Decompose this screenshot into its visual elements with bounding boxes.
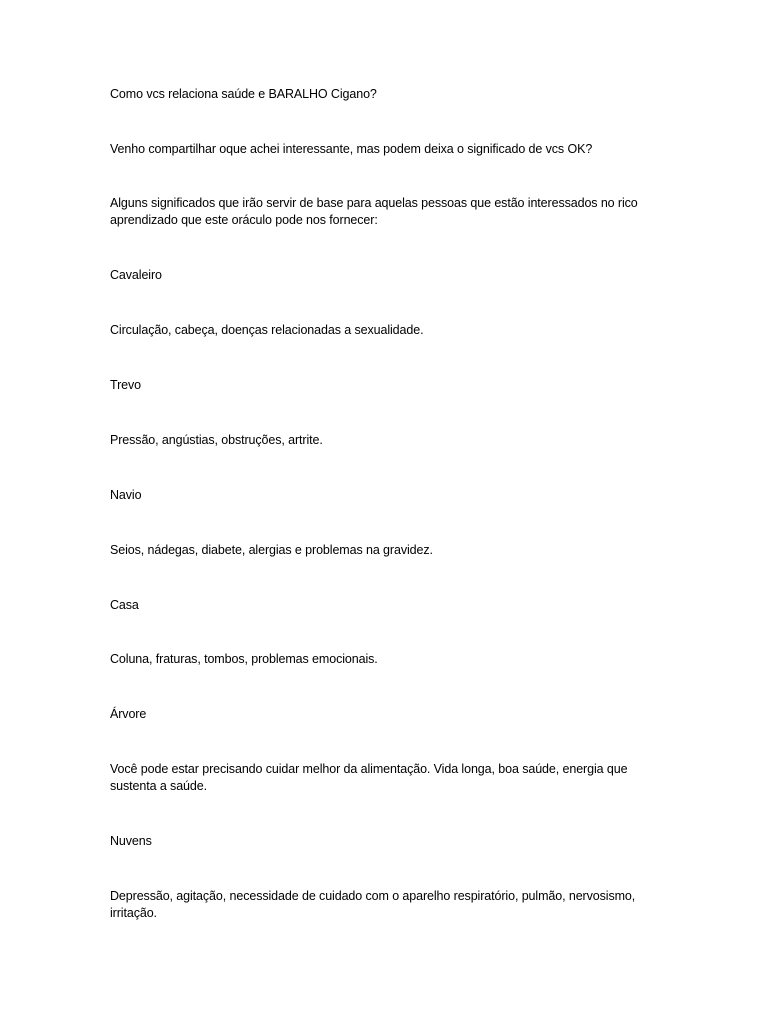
card-meaning-navio: Seios, nádegas, diabete, alergias e problemas na gravidez. xyxy=(110,543,433,557)
question-title: Como vcs relaciona saúde e BARALHO Cigano? xyxy=(110,87,377,101)
card-meaning-trevo: Pressão, angústias, obstruções, artrite. xyxy=(110,433,323,447)
intro-paragraph: Venho compartilhar oque achei interessante, mas podem deixa o significado de vcs OK? xyxy=(110,142,593,156)
card-heading-casa: Casa xyxy=(110,598,139,612)
card-heading-trevo: Trevo xyxy=(110,378,141,392)
card-heading-cavaleiro: Cavaleiro xyxy=(110,268,162,282)
card-meaning-arvore: Você pode estar precisando cuidar melhor da alimentação. Vida longa, boa saúde, energia que sustenta a saúde. xyxy=(110,762,628,793)
card-meaning-casa: Coluna, fraturas, tombos, problemas emocionais. xyxy=(110,652,378,666)
description-paragraph: Alguns significados que irão servir de base para aquelas pessoas que estão interessados no rico aprendizado que este oráculo pode nos fornecer: xyxy=(110,196,638,227)
card-meaning-cavaleiro: Circulação, cabeça, doenças relacionadas a sexualidade. xyxy=(110,323,424,337)
card-heading-arvore: Árvore xyxy=(110,707,147,721)
card-heading-nuvens: Nuvens xyxy=(110,834,152,848)
card-meaning-nuvens: Depressão, agitação, necessidade de cuidado com o aparelho respiratório, pulmão, nervosismo, irritação. xyxy=(110,889,636,920)
card-heading-navio: Navio xyxy=(110,488,142,502)
